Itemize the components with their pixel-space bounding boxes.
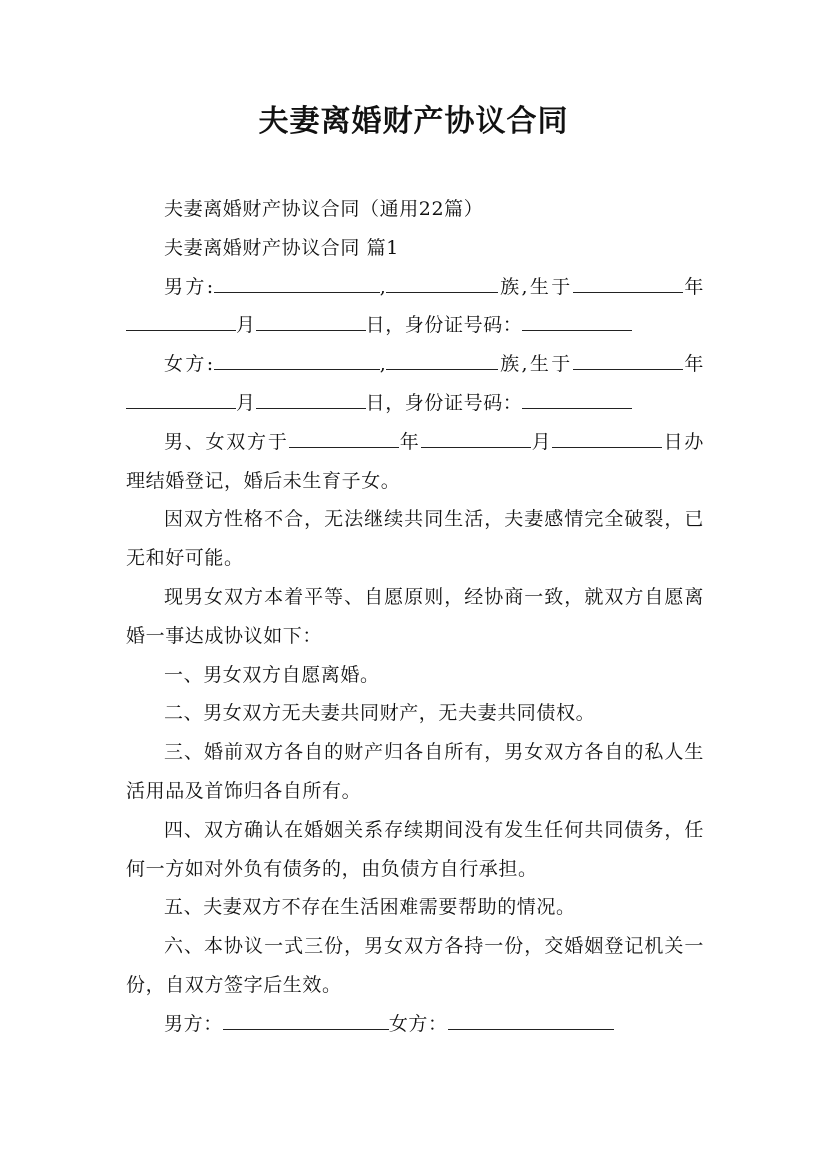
marriage-paragraph: [126, 423, 704, 501]
subtitle: 夫妻离婚财产协议合同（通用22篇）: [164, 198, 484, 220]
marriage-year-label: 年: [398, 430, 421, 453]
man-ethnicity-label: 族,生于: [498, 275, 573, 298]
man-year-label: 年: [682, 275, 704, 298]
woman-month-blank[interactable]: [256, 386, 366, 409]
woman-id-blank[interactable]: [522, 386, 632, 409]
woman-month-label: 月: [236, 391, 256, 414]
man-id-blank[interactable]: [522, 308, 632, 331]
clause-1: 一、男女双方自愿离婚。: [164, 663, 380, 686]
marriage-rest: 办理结婚登记，婚后未生育子女。: [126, 430, 704, 492]
signature-woman-label: 女方：: [388, 1012, 448, 1035]
woman-label: 女方:: [164, 353, 214, 376]
man-ethnicity-blank[interactable]: [386, 270, 498, 293]
marriage-month-label: 月: [530, 430, 553, 453]
woman-name-blank[interactable]: [214, 347, 380, 370]
clause-2: 二、男女双方无夫妻共同财产，无夫妻共同债权。: [164, 702, 596, 725]
clause-4: 四、双方确认在婚姻关系存续期间没有发生任何共同债务，任何一方如对外负有债务的，由负债方自行承担。: [126, 818, 704, 880]
man-month-label: 月: [236, 314, 256, 337]
paragraph-agreement-intro: 现男女双方本着平等、自愿原则，经协商一致，就双方自愿离婚一事达成协议如下：: [126, 585, 704, 647]
paragraph-breakdown: 因双方性格不合，无法继续共同生活，夫妻感情完全破裂，已无和好可能。: [126, 508, 704, 570]
woman-ethnicity-blank[interactable]: [386, 347, 498, 370]
woman-comma: ,: [379, 353, 387, 376]
man-day-id-label: 日，身份证号码：: [365, 314, 523, 337]
woman-birth-blank[interactable]: [573, 347, 683, 370]
woman-year-label: 年: [682, 353, 704, 376]
man-info-paragraph: [126, 268, 704, 346]
article-heading: 夫妻离婚财产协议合同 篇1: [164, 236, 399, 259]
woman-info-paragraph: [126, 345, 704, 423]
woman-day-id-label: 日，身份证号码：: [365, 391, 523, 414]
document-body: [126, 190, 704, 1044]
signature-woman-blank[interactable]: [448, 1007, 614, 1030]
man-comma: ,: [379, 275, 387, 298]
man-label: 男方:: [164, 275, 214, 298]
man-name-blank[interactable]: [214, 270, 380, 293]
document-title: 夫妻离婚财产协议合同: [258, 104, 569, 139]
marriage-year-blank[interactable]: [289, 425, 399, 448]
clause-6: 六、本协议一式三份，男女双方各持一份，交婚姻登记机关一份，自双方签字后生效。: [126, 935, 704, 996]
signature-line: [126, 1005, 704, 1044]
man-year-blank[interactable]: [126, 308, 236, 331]
man-month-blank[interactable]: [256, 308, 366, 331]
marriage-month-blank[interactable]: [421, 425, 531, 448]
signature-man-label: 男方：: [164, 1012, 223, 1035]
man-birth-blank[interactable]: [573, 270, 683, 293]
marriage-day-blank[interactable]: [552, 425, 662, 448]
clause-5: 五、夫妻双方不存在生活困难需要帮助的情况。: [164, 896, 576, 919]
clause-3: 三、婚前双方各自的财产归各自所有，男女双方各自的私人生活用品及首饰归各自所有。: [126, 741, 704, 802]
woman-year-blank[interactable]: [126, 386, 236, 409]
marriage-prefix: 男、女双方于: [164, 430, 289, 453]
woman-ethnicity-label: 族,生于: [498, 353, 573, 376]
signature-man-blank[interactable]: [223, 1007, 389, 1030]
marriage-day-label: 日: [662, 430, 685, 453]
